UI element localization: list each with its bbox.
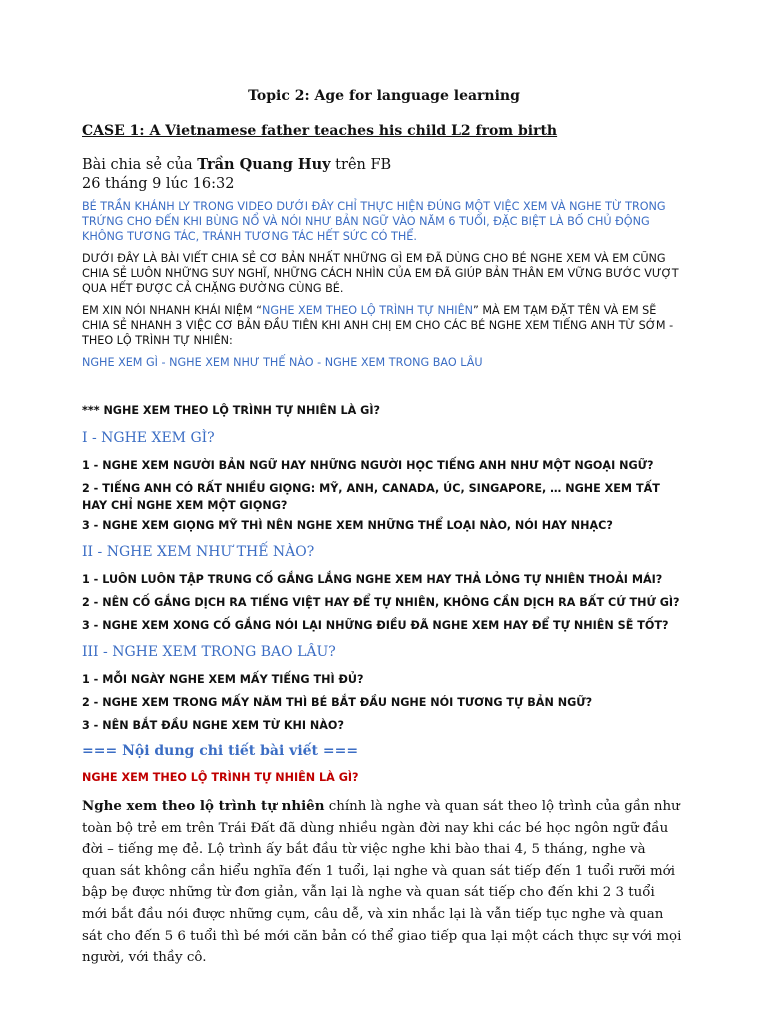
intro-paragraph-3: [82, 303, 682, 348]
body-lead: Nghe xem theo lộ trình tự nhiên: [82, 798, 325, 814]
section2-item-3: 3 - NGHE XEM XONG CỐ GẮNG NÓI LẠI NHỮNG ĐIỀU ĐÃ NGHE XEM HAY ĐỂ TỰ NHIÊN SẼ TỐT?: [82, 619, 669, 632]
section3-item-3: 3 - NÊN BẮT ĐẦU NGHE XEM TỪ KHI NÀO?: [82, 719, 344, 732]
section3-item-1: 1 - MỖI NGÀY NGHE XEM MẤY TIẾNG THÌ ĐỦ?: [82, 673, 364, 686]
para3-concept: NGHE XEM THEO LỘ TRÌNH TỰ NHIÊN: [261, 304, 474, 317]
author-prefix: Bài chia sẻ của: [82, 157, 198, 173]
post-intro: [82, 155, 391, 194]
case-title: CASE 1: A Vietnamese father teaches his child L2 from birth: [82, 123, 558, 139]
intro-paragraph-blue: BÉ TRẦN KHÁNH LY TRONG VIDEO DƯỚI ĐÂY CHỈ THỰC HIỆN ĐÚNG MỘT VIỆC XEM VÀ NGHE TỪ TRONG TRỨNG CHO ĐẾN KHI BÙNG NỔ VÀ NÓI NHƯ BẢN NGỮ VÀO NĂM 6 TUỔI, ĐẶC BIỆT LÀ BỐ CHỦ ĐỘNG KHÔNG TƯƠNG TÁC, TRÁNH TƯƠNG TÁC HẾT SỨC CÓ THỂ.: [82, 200, 666, 243]
detail-heading: === Nội dung chi tiết bài viết ===: [82, 743, 359, 759]
body-paragraph: [82, 796, 682, 969]
document-title: Topic 2: Age for language learning: [248, 88, 520, 104]
section2-heading: II - NGHE XEM NHƯ THẾ NÀO?: [82, 544, 315, 560]
section2-item-2: 2 - NÊN CỐ GẮNG DỊCH RA TIẾNG VIỆT HAY ĐỂ TỰ NHIÊN, KHÔNG CẦN DỊCH RA BẤT CỨ THỨ GÌ?: [82, 596, 680, 609]
author-line: [82, 155, 391, 175]
section1-item-2: 2 - TIẾNG ANH CÓ RẤT NHIỀU GIỌNG: MỸ, ANH, CANADA, ÚC, SINGAPORE, … NGHE XEM TẤT HAY CHỈ NGHE XEM MỘT GIỌNG?: [82, 482, 660, 512]
post-date: 26 tháng 9 lúc 16:32: [82, 176, 235, 192]
main-question: *** NGHE XEM THEO LỘ TRÌNH TỰ NHIÊN LÀ GÌ?: [82, 404, 380, 417]
para3-after: ” MÀ EM TẠM ĐẶT TÊN VÀ EM SẼ CHIA SẺ NHANH 3 VIỆC CƠ BẢN ĐẦU TIÊN KHI ANH CHỊ EM CHO CÁC BÉ NGHE XEM TIẾNG ANH TỪ SỚM - THEO LỘ TRÌNH TỰ NHIÊN:: [82, 304, 674, 347]
author-suffix: trên FB: [330, 157, 392, 173]
topics-summary: NGHE XEM GÌ - NGHE XEM NHƯ THẾ NÀO - NGHE XEM TRONG BAO LÂU: [82, 356, 483, 369]
section2-item-1: 1 - LUÔN LUÔN TẬP TRUNG CỐ GẮNG LẮNG NGHE XEM HAY THẢ LỎNG TỰ NHIÊN THOẢI MÁI?: [82, 573, 663, 586]
section3-heading: III - NGHE XEM TRONG BAO LÂU?: [82, 644, 336, 660]
section1-heading: I - NGHE XEM GÌ?: [82, 430, 215, 446]
author-name: Trần Quang Huy: [197, 156, 331, 173]
para3-before: EM XIN NÓI NHANH KHÁI NIỆM “: [82, 304, 262, 317]
section1-item-1: 1 - NGHE XEM NGƯỜI BẢN NGỮ HAY NHỮNG NGƯỜI HỌC TIẾNG ANH NHƯ MỘT NGOẠI NGỮ?: [82, 459, 654, 472]
intro-paragraph-2: DƯỚI ĐÂY LÀ BÀI VIẾT CHIA SẺ CƠ BẢN NHẤT NHỮNG GÌ EM ĐÃ DÙNG CHO BÉ NGHE XEM VÀ EM CŨNG CHIA SẺ LUÔN NHỮNG SUY NGHĨ, NHỮNG CÁCH NHÌN CỦA EM ĐÃ GIÚP BẢN THÂN EM VỮNG BƯỚC VƯỢT QUA HẾT ĐƯỢC CẢ CHẶNG ĐƯỜNG CÙNG BÉ.: [82, 252, 679, 295]
body-text: chính là nghe và quan sát theo lộ trình của gần như toàn bộ trẻ em trên Trái Đất đã dùng nhiều ngàn đời nay khi các bé học ngôn ngữ đầu đời – tiếng mẹ đẻ. Lộ trình ấy bắt đầu từ việc nghe khi bào thai 4, 5 tháng, nghe và quan sát không cần hiểu nghĩa đến 1 tuổi, lại nghe và quan sát tiếp đến 1 tuổi rưỡi mới bập bẹ được những từ đơn giản, vẫn lại là nghe và quan sát tiếp cho đến khi 2 3 tuổi mới bắt đầu nói được những cụm, câu dễ, và xin nhắc lại là vẫn tiếp tục nghe và quan sát cho đến 5 6 tuổi thì bé mới căn bản có thể giao tiếp qua lại một cách thực sự với mọi người, với thầy cô.: [82, 799, 682, 966]
red-heading: NGHE XEM THEO LỘ TRÌNH TỰ NHIÊN LÀ GÌ?: [82, 771, 359, 784]
section3-item-2: 2 - NGHE XEM TRONG MẤY NĂM THÌ BÉ BẮT ĐẦU NGHE NÓI TƯƠNG TỰ BẢN NGỮ?: [82, 696, 593, 709]
section1-item-3: 3 - NGHE XEM GIỌNG MỸ THÌ NÊN NGHE XEM NHỮNG THỂ LOẠI NÀO, NÓI HAY NHẠC?: [82, 519, 613, 532]
